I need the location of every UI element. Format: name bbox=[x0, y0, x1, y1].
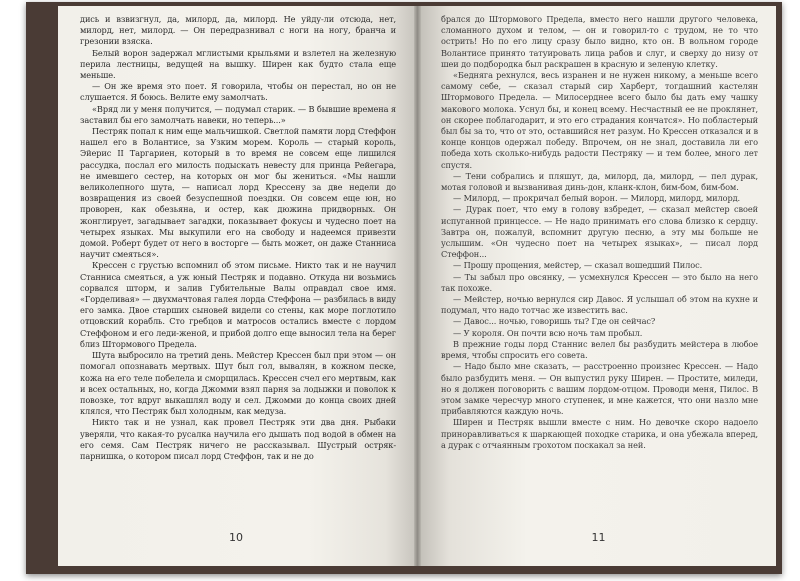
paragraph: — Дурак поет, что ему в голову взбредет, — сказал мейстер своей испуганной принцессе. — Не надо принимать его слова близко к сердцу. Завтра он, пожалуй, вспомнит другую песню, а эту мы больше не услышим. «Он чудесно поет на четырех языках», — писал лорд Стеффон... bbox=[441, 204, 758, 260]
paragraph: — Мейстер, ночью вернулся сир Давос. Я услышал об этом на кухне и подумал, что надо тотчас же известить вас. bbox=[441, 294, 758, 316]
page-number: 10 bbox=[229, 531, 243, 544]
paragraph: «Бедняга рехнулся, весь изранен и не нужен никому, а меньше всего самому себе, — сказал старый сир Харберт, тогдашний кастелян Штормового Предела. — Милосерднее всего было бы дать ему чашку макового молока. Уснул бы, и конец всему. Несчастный ее не проклянет, он скорее поблагодарит, и это его страдания кончатся». Но побластерый был бы за то, что от это, оставшийся нет разум. Но Крессен отказался и в конце концов одержал победу. Впрочем, он не знал, доставила ли его победа хоть сколько-нибудь радости Пестряку — и тем более, много лет спустя. bbox=[441, 70, 758, 170]
book-gutter bbox=[414, 6, 421, 566]
paragraph: — Он же время это поет. Я говорила, чтобы он перестал, но он не слушается. Я боюсь. Велите ему замолчать. bbox=[80, 81, 396, 103]
book-spread bbox=[26, 2, 782, 574]
left-page bbox=[58, 6, 414, 566]
paragraph: — Надо было мне сказать, — расстроенно произнес Крессен. — Надо было разбудить меня. — Он выпустил руку Ширен. — Простите, миледи, но я должен поговорить с вашим лордом-отцом. Проводи меня, Пилос. В этом замке чересчур много ступенек, и мне кажется, что они назло мне прибавляются каждую ночь. bbox=[441, 361, 758, 417]
paragraph: Шута выбросило на третий день. Мейстер Крессен был при этом — он помогал опознавать мертвых. Шут был гол, вывалян, в кожном песке, кожа на его теле побелела и сморщилась. Крессен счел его мертвым, как и всех остальных, но, когда Джомми взял парня за лодыжки и поволок к повозке, тот вдруг выкашлял воду и сел. Джомми до конца своих дней клялся, что Пестряк был холодным, как медуза. bbox=[80, 350, 396, 417]
paragraph: брался до Штормового Предела, вместо него нашли другого человека, сломанного духом и телом, — он и говорил-то с трудом, не то что острить! Но по его лицу сразу было видно, кто он. В вольном городе Волантисе принято татуировать лица рабов и слуг, и сверху до низу от шеи до подбородка был раскрашен в красную и зеленую клетку. bbox=[441, 14, 758, 69]
paragraph: — Тени собрались и пляшут, да, милорд, да, милорд, — пел дурак, мотая головой и вызванивая динь-дон, кланк-клон, бим-бом, бим-бом. bbox=[441, 170, 758, 193]
paragraph: Белый ворон задержал мглистыми крыльями и взлетел на железную перила лестницы, ведущей на вышку. Ширен как будто стала еще меньше. bbox=[80, 47, 396, 81]
paragraph: Никто так и не узнал, как провел Пестряк эти два дня. Рыбаки уверяли, что какая-то русалка научила его дышать под водой в обмен на его семя. Сам Пестряк ничего не рассказывал. Шустрый остряк-парнишка, о котором писал лорд Стеффон, так и не до bbox=[80, 417, 396, 461]
paragraph: — Ты забыл про овсянку, — усмехнулся Крессен — это было на него так похоже. bbox=[441, 271, 758, 293]
paragraph: Ширен и Пестряк вышли вместе с ним. Но девочке скоро надоело приноравливаться к шаркающей походке старика, и она убежала вперед, а дурак с отчаянным грохотом поскакал за ней. bbox=[441, 417, 758, 450]
paragraph: — Прошу прощения, мейстер, — сказал вошедший Пилос. bbox=[453, 260, 703, 271]
right-page-text bbox=[441, 14, 758, 451]
paragraph: Пестряк попал к ним еще мальчишкой. Светлой памяти лорд Стеффон нашел его в Волантисе, за Узким морем. Король — старый король, Эйерис II Таргариен, который в то время не совсем еще лишился рассудка, послал его милость подыскать невесту для принца Рейегара, не имевшего сестер, на которых он мог бы жениться. «Мы нашли великолепного шута, — написал лорд Крессену за две недели до возвращения из своей безуспешной поездки. Он совсем еще юн, но проворен, как обезьяна, и остер, как дюжина придворных. Он жонглирует, загадывает загадки, показывает фокусы и чудесно поет на четырех языках. Мы выкупили его на свободу и надеемся привезти домой. Роберт будет от него в восторге — быть может, он даже Станниса научит смеяться». bbox=[80, 126, 396, 260]
page-number: 11 bbox=[591, 531, 606, 544]
paragraph: Крессен с грустью вспомнил об этом письме. Никто так и не научил Станниса смеяться, а уж юный Пестряк и подавно. Откуда ни возьмись сорвался шторм, и залив Губительные Валы оправдал свое имя. «Горделивая» — двухмачтовая галея лорда Стеффона — разбилась в виду его замка. Двое старших сыновей видели со стены, как море поглотило отцовский корабль. Сто гребцов и матросов остались вместе с лордом Стеффоном и его леди-женой, и прибой долго еще выносил тела на берег близ Штормового Предела. bbox=[80, 260, 396, 349]
paragraph: дись и взвизгнул, да, милорд, да, милорд. Не уйду-ли отсюда, нет, милорд, нет, милорд. — Он передразнивал с ноги на ногу, бранча и грезонии взяска. bbox=[80, 14, 396, 47]
paragraph: — Давос... ночью, говоришь ты? Где он сейчас? bbox=[453, 316, 656, 327]
paragraph: — У короля. Он почти всю ночь там пробыл. bbox=[453, 327, 643, 338]
right-page bbox=[421, 6, 776, 566]
paragraph: «Вряд ли у меня получится, — подумал старик. — В бывшие времена я заставил бы его замолчать навеки, но теперь...» bbox=[80, 103, 396, 125]
paragraph: — Милорд, — прокричал белый ворон. — Милорд, милорд, милорд. bbox=[453, 193, 741, 204]
left-page-text bbox=[80, 14, 396, 462]
paragraph: В прежние годы лорд Станнис велел бы разбудить мейстера в любое время, чтобы спросить его совета. bbox=[441, 338, 758, 361]
